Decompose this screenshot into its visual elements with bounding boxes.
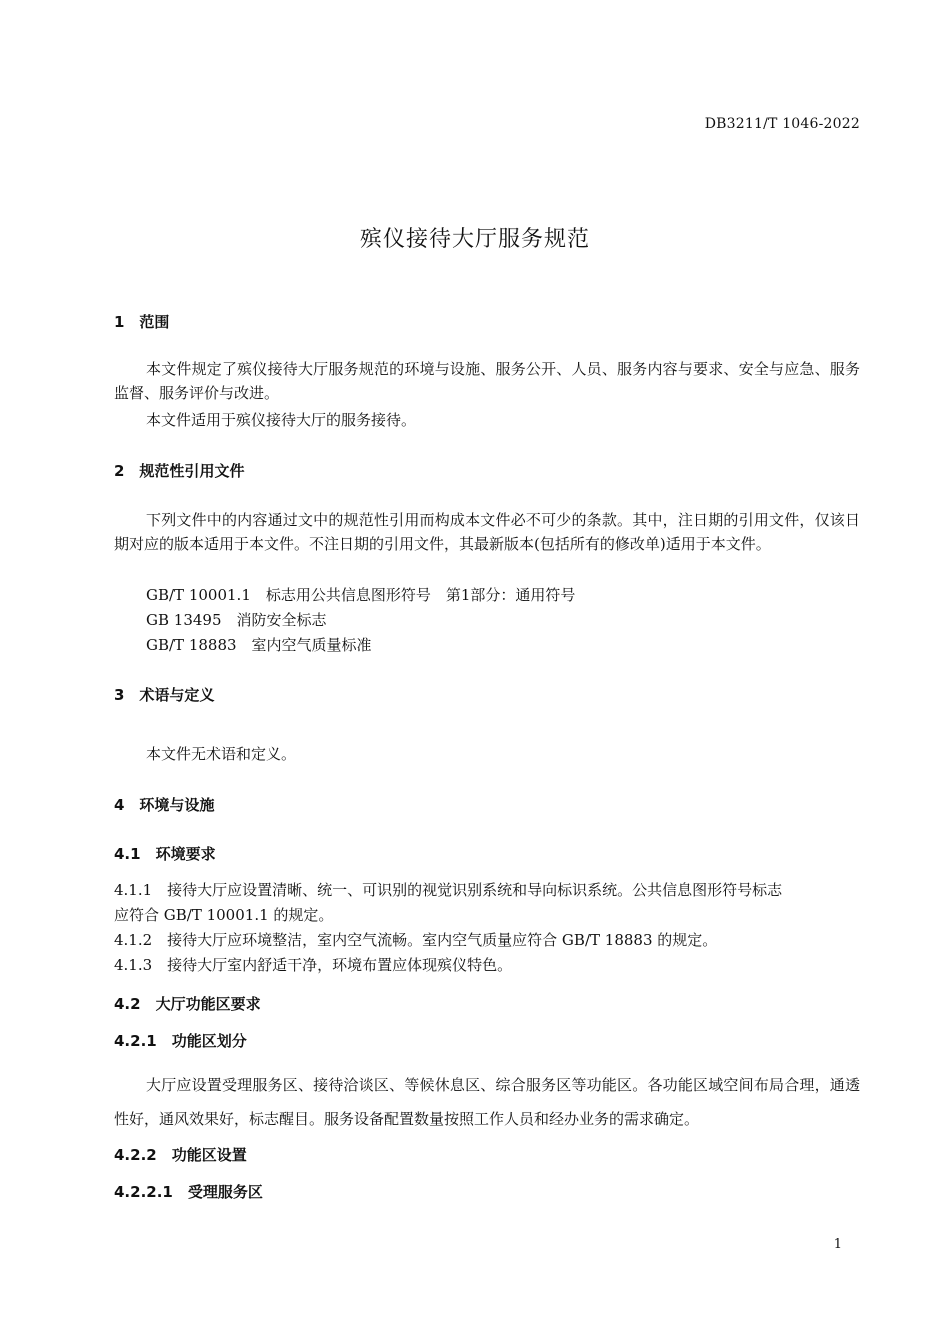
- reference-item: GB/T 10001.1 标志用公共信息图形符号 第1部分：通用符号: [146, 586, 576, 604]
- section-3-heading: 3 术语与定义: [114, 686, 215, 704]
- section-4-2-1-paragraph: 大厅应设置受理服务区、接待洽谈区、等候休息区、综合服务区等功能区。各功能区域空间布局合理，通透性好，通风效果好，标志醒目。服务设备配置数量按照工作人员和经办业务的需求确定。: [114, 1076, 860, 1128]
- section-4-2-2-1-heading: 4.2.2.1 受理服务区: [114, 1183, 263, 1201]
- section-3-paragraph-1: 本文件无术语和定义。: [146, 745, 297, 763]
- section-1-heading: 1 范围: [114, 313, 170, 331]
- section-4-heading: 4 环境与设施: [114, 796, 215, 814]
- document-title: 殡仪接待大厅服务规范: [359, 227, 590, 252]
- section-1-paragraph-1: 本文件规定了殡仪接待大厅服务规范的环境与设施、服务公开、人员、服务内容与要求、安全与应急、服务监督、服务评价与改进。: [114, 360, 860, 402]
- section-4-1-heading: 4.1 环境要求: [114, 845, 216, 863]
- section-4-2-2-heading: 4.2.2 功能区设置: [114, 1146, 247, 1164]
- clause-4-1-1-line-1: 4.1.1 接待大厅应设置清晰、统一、可识别的视觉识别系统和导向标识系统。公共信息图形符号标志: [114, 881, 783, 899]
- page-number: 1: [833, 1237, 842, 1252]
- reference-item: GB 13495 消防安全标志: [146, 611, 327, 629]
- reference-item: GB/T 18883 室内空气质量标准: [146, 636, 372, 654]
- document-code: DB3211/T 1046-2022: [704, 116, 860, 132]
- section-2-paragraph-1: 下列文件中的内容通过文中的规范性引用而构成本文件必不可少的条款。其中，注日期的引用文件，仅该日期对应的版本适用于本文件。不注日期的引用文件，其最新版本(包括所有的修改单)适用于本文件。: [114, 511, 860, 553]
- section-4-2-1-heading: 4.2.1 功能区划分: [114, 1032, 247, 1050]
- section-1-paragraph-2: 本文件适用于殡仪接待大厅的服务接待。: [146, 411, 417, 429]
- section-2-heading: 2 规范性引用文件: [114, 462, 245, 480]
- clause-4-1-2: 4.1.2 接待大厅应环境整洁，室内空气流畅。室内空气质量应符合 GB/T 18883 的规定。: [114, 931, 718, 949]
- section-4-2-heading: 4.2 大厅功能区要求: [114, 995, 261, 1013]
- clause-4-1-1-line-2: 应符合 GB/T 10001.1 的规定。: [114, 906, 334, 924]
- clause-4-1-3: 4.1.3 接待大厅室内舒适干净，环境布置应体现殡仪特色。: [114, 956, 513, 974]
